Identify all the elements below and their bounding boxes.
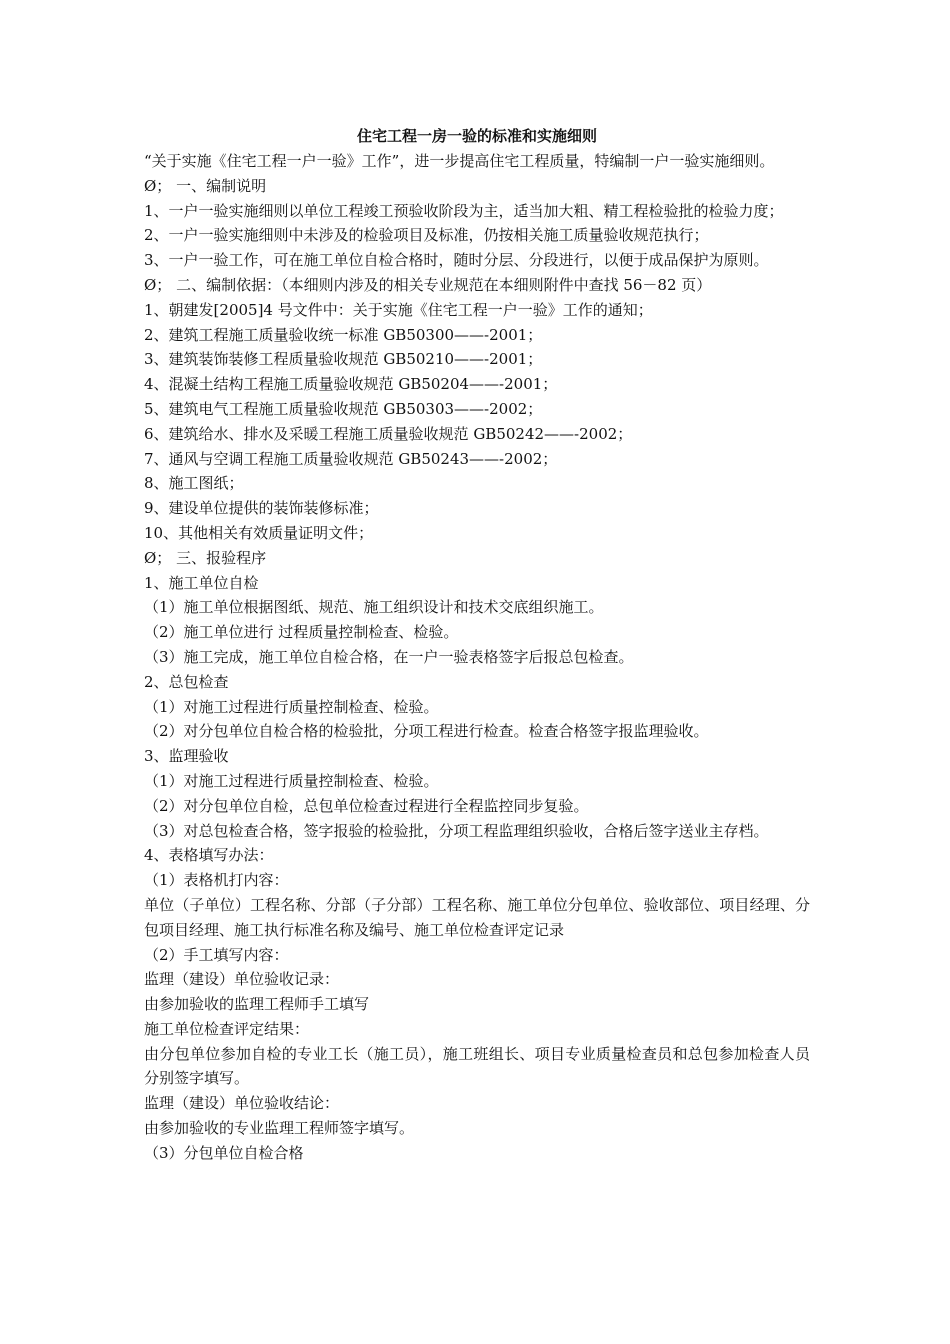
list-item: （1）施工单位根据图纸、规范、施工组织设计和技术交底组织施工。: [144, 598, 604, 617]
paragraph: 由分包单位参加自检的专业工长（施工员），施工班组长、项目专业质量检查员和总包参加检查人员分别签字填写。: [144, 1044, 810, 1088]
subsection-heading: 3、监理验收: [144, 747, 229, 766]
list-item: （2）对分包单位自检，总包单位检查过程进行全程监控同步复验。: [144, 796, 589, 815]
list-item: 2、一户一验实施细则中未涉及的检验项目及标准，仍按相关施工质量验收规范执行；: [144, 226, 709, 245]
document-body: [144, 124, 810, 1166]
list-item: 3、一户一验工作，可在施工单位自检合格时，随时分层、分段进行，以便于成品保护为原则。: [144, 251, 769, 270]
list-item: （2）对分包单位自检合格的检验批，分项工程进行检查。检查合格签字报监理验收。: [144, 722, 709, 741]
list-item: （2）施工单位进行 过程质量控制检查、检验。: [144, 623, 459, 642]
paragraph: 由参加验收的监理工程师手工填写: [144, 995, 370, 1014]
list-item: （3）分包单位自检合格: [144, 1143, 304, 1162]
paragraph: 施工单位检查评定结果：: [144, 1019, 310, 1038]
list-item: 7、通风与空调工程施工质量验收规范 GB50243——-2002；: [144, 449, 558, 468]
subsection-heading: 2、总包检查: [144, 672, 229, 691]
list-item: 5、建筑电气工程施工质量验收规范 GB50303——-2002；: [144, 399, 543, 418]
paragraph: 监理（建设）单位验收记录：: [144, 970, 340, 989]
list-item: （1）对施工过程进行质量控制检查、检验。: [144, 771, 439, 790]
list-item: 10、其他相关有效质量证明文件；: [144, 523, 374, 542]
list-item: （1）表格机打内容：: [144, 871, 289, 890]
list-item: 3、建筑装饰装修工程质量验收规范 GB50210——-2001；: [144, 350, 543, 369]
subsection-heading: 4、表格填写办法：: [144, 846, 274, 865]
section-heading: Ø； 一、编制说明: [144, 176, 267, 195]
section-heading: Ø； 三、报验程序: [144, 548, 267, 567]
list-item: 2、建筑工程施工质量验收统一标准 GB50300——-2001；: [144, 325, 543, 344]
list-item: （1）对施工过程进行质量控制检查、检验。: [144, 697, 439, 716]
intro-paragraph: “关于实施《住宅工程一户一验》工作”，进一步提高住宅工程质量，特编制一户一验实施细则。: [144, 152, 775, 170]
list-item: 1、朝建发[2005]4 号文件中：关于实施《住宅工程一户一验》工作的通知；: [144, 300, 653, 319]
list-item: （2）手工填写内容：: [144, 945, 289, 964]
subsection-heading: 1、施工单位自检: [144, 573, 259, 592]
list-item: （3）施工完成，施工单位自检合格，在一户一验表格签字后报总包检查。: [144, 647, 634, 666]
paragraph: 单位（子单位）工程名称、分部（子分部）工程名称、施工单位分包单位、验收部位、项目经理、分包项目经理、施工执行标准名称及编号、施工单位检查评定记录: [144, 895, 810, 939]
document-title: 住宅工程一房一验的标准和实施细则: [356, 127, 597, 145]
list-item: 8、施工图纸；: [144, 474, 244, 493]
list-item: 1、一户一验实施细则以单位工程竣工预验收阶段为主，适当加大粗、精工程检验批的检验力度；: [144, 201, 784, 220]
list-item: 6、建筑给水、排水及采暖工程施工质量验收规范 GB50242——-2002；: [144, 424, 633, 443]
paragraph: 监理（建设）单位验收结论：: [144, 1094, 340, 1113]
list-item: 4、混凝土结构工程施工质量验收规范 GB50204——-2001；: [144, 375, 558, 394]
list-item: 9、建设单位提供的装饰装修标准；: [144, 499, 379, 518]
list-item: （3）对总包检查合格，签字报验的检验批，分项工程监理组织验收，合格后签字送业主存档。: [144, 821, 769, 840]
section-heading: Ø； 二、编制依据：（本细则内涉及的相关专业规范在本细则附件中查找 56－82 页）: [144, 275, 712, 294]
paragraph: 由参加验收的专业监理工程师签字填写。: [144, 1119, 415, 1138]
